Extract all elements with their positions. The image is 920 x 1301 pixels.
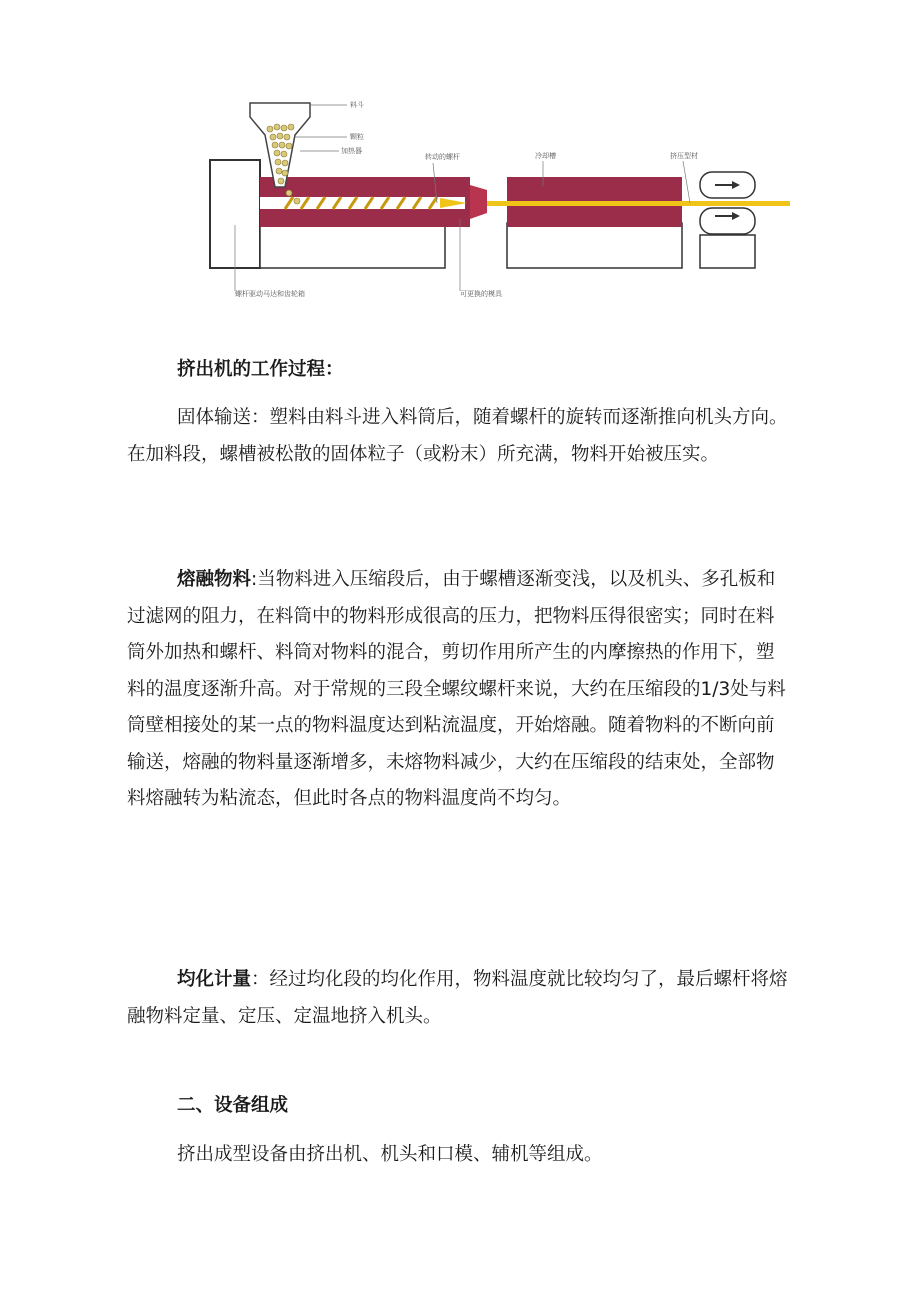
extruder-diagram: [205, 95, 790, 305]
label-die: 可更换的模具: [460, 290, 502, 298]
section-heading-equipment: [127, 1088, 792, 1125]
die: [470, 185, 487, 219]
para4-text: 挤出成型设备由挤出机、机头和口模、辅机等组成。: [177, 1144, 603, 1165]
para3-lead: 均化计量: [177, 969, 252, 990]
cooling-base: [507, 223, 682, 268]
label-pellets: 颗粒: [350, 133, 364, 141]
extruder-diagram-svg: [205, 95, 790, 305]
label-hopper: 料斗: [350, 101, 364, 109]
heading-process-text: 挤出机的工作过程：: [177, 359, 344, 380]
extrudate-strip: [487, 201, 790, 206]
paragraph-melting: [127, 562, 792, 818]
puller-bottom: [700, 208, 755, 234]
label-rotating-screw: 转动的螺杆: [425, 153, 460, 161]
puller-base: [700, 235, 755, 268]
paragraph-solid-conveying: [127, 400, 792, 473]
para1-body: 固体输送：塑料由料斗进入料筒后，随着螺杆的旋转而逐渐推向机头方向。在加料段，螺槽被松散的固体粒子（或粉末）所充满，物料开始被压实。: [127, 407, 788, 465]
label-heater: 加热器: [341, 147, 362, 155]
heading-equipment-text: 二、设备组成: [177, 1095, 289, 1116]
label-motor: 螺杆驱动马达和齿轮箱: [235, 290, 305, 298]
paragraph-metering: [127, 962, 792, 1035]
extruder-base: [260, 223, 445, 268]
section-heading-process: [127, 352, 792, 389]
para2-lead: 熔融物料: [177, 569, 252, 590]
label-extrudate: 挤压型材: [670, 152, 698, 160]
para2-body: :当物料进入压缩段后，由于螺槽逐渐变浅，以及机头、多孔板和过滤网的阻力，在料筒中的物料形成很高的压力，把物料压得很密实；同时在料筒外加热和螺杆、料筒对物料的混合，剪切作用所产生的内摩擦热的作用下，塑料的温度逐渐升高。对于常规的三段全螺纹螺杆来说，大约在压缩段的1/3处与料筒壁相接处的某一点的物料温度达到粘流温度，开始熔融。随着物料的不断向前输送，熔融的物料量逐渐增多，未熔物料减少，大约在压缩段的结束处，全部物料熔融转为粘流态，但此时各点的物料温度尚不均匀。: [127, 569, 786, 809]
paragraph-equipment: [127, 1137, 792, 1174]
label-cooling-tank: 冷却槽: [535, 152, 556, 160]
para3-body: ：经过均化段的均化作用，物料温度就比较均匀了，最后螺杆将熔融物料定量、定压、定温地挤入机头。: [127, 969, 788, 1027]
